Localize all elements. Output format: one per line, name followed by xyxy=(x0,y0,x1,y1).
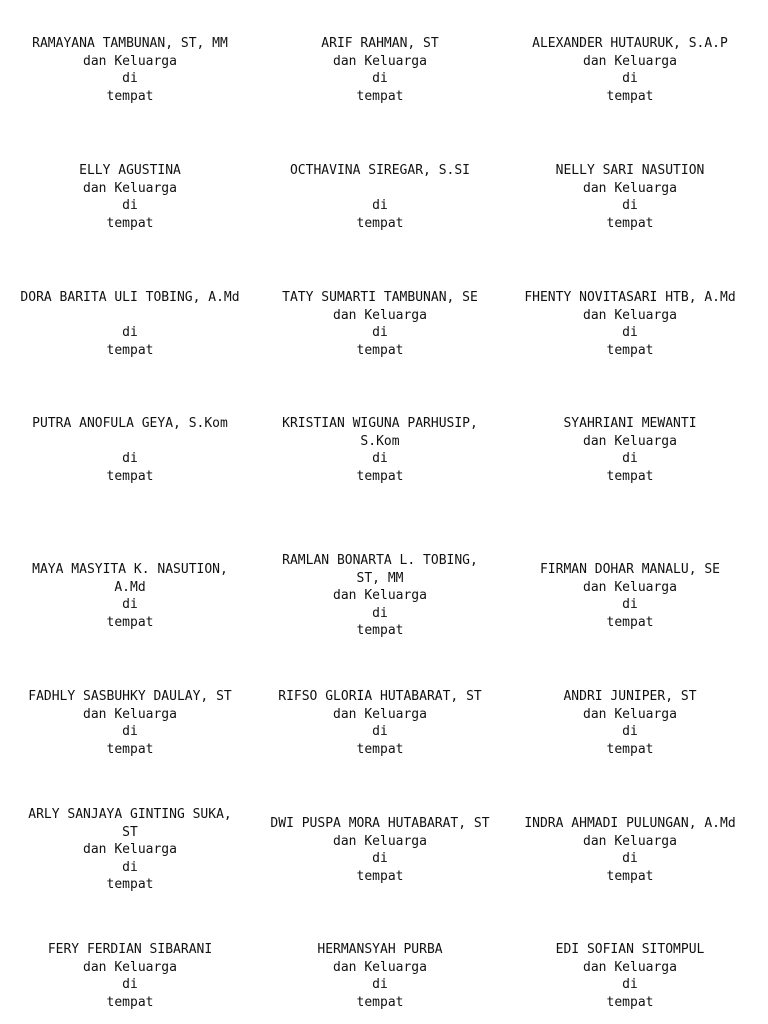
place-line: tempat xyxy=(356,88,404,104)
address-label xyxy=(255,688,505,758)
family-line: dan Keluarga xyxy=(583,959,677,975)
address-label xyxy=(505,688,755,758)
di-line: di xyxy=(122,859,138,875)
family-line xyxy=(5,307,255,325)
address-label xyxy=(505,162,755,232)
place-line: tempat xyxy=(106,215,154,231)
address-label xyxy=(255,552,505,640)
family-line: dan Keluarga xyxy=(333,588,427,604)
place-line: tempat xyxy=(356,623,404,639)
di-line: di xyxy=(622,71,638,87)
di-line: di xyxy=(622,597,638,613)
di-line: di xyxy=(122,977,138,993)
recipient-name: FERY FERDIAN SIBARANI xyxy=(47,942,213,957)
place-line: tempat xyxy=(106,741,154,757)
address-label xyxy=(505,941,755,1011)
di-line: di xyxy=(122,451,138,467)
di-line: di xyxy=(372,451,388,467)
recipient-name: ANDRI JUNIPER, ST xyxy=(563,689,697,704)
place-line: tempat xyxy=(106,877,154,893)
di-line: di xyxy=(122,325,138,341)
di-line: di xyxy=(622,851,638,867)
place-line: tempat xyxy=(606,88,654,104)
recipient-name: ELLY AGUSTINA xyxy=(79,163,181,178)
place-line: tempat xyxy=(606,741,654,757)
di-line: di xyxy=(372,724,388,740)
di-line: di xyxy=(372,605,388,621)
family-line: dan Keluarga xyxy=(83,180,177,196)
address-label xyxy=(5,415,255,485)
family-line: dan Keluarga xyxy=(333,833,427,849)
family-line: dan Keluarga xyxy=(83,53,177,69)
recipient-name: ALEXANDER HUTAURUK, S.A.P xyxy=(532,36,728,51)
family-line: dan Keluarga xyxy=(333,53,427,69)
place-line: tempat xyxy=(106,342,154,358)
address-label xyxy=(255,815,505,885)
address-label xyxy=(5,561,255,631)
recipient-name: DWI PUSPA MORA HUTABARAT, ST xyxy=(270,816,490,831)
recipient-name: RAMAYANA TAMBUNAN, ST, MM xyxy=(32,36,228,51)
address-label xyxy=(255,35,505,105)
address-label xyxy=(505,815,755,885)
place-line: tempat xyxy=(106,468,154,484)
recipient-name: HERMANSYAH PURBA xyxy=(317,942,443,957)
address-label xyxy=(255,289,505,359)
family-line: dan Keluarga xyxy=(83,959,177,975)
family-line: dan Keluarga xyxy=(583,180,677,196)
place-line: tempat xyxy=(606,342,654,358)
place-line: tempat xyxy=(106,614,154,630)
di-line: di xyxy=(372,325,388,341)
recipient-name: OCTHAVINA SIREGAR, S.SI xyxy=(289,163,470,178)
recipient-name: TATY SUMARTI TAMBUNAN, SE xyxy=(282,290,478,305)
di-line: di xyxy=(622,451,638,467)
address-label xyxy=(5,806,255,894)
address-label xyxy=(5,289,255,359)
address-label xyxy=(5,688,255,758)
recipient-name: FHENTY NOVITASARI HTB, A.Md xyxy=(524,290,736,305)
address-label xyxy=(5,35,255,105)
recipient-name: DORA BARITA ULI TOBING, A.Md xyxy=(20,290,240,305)
recipient-name: FIRMAN DOHAR MANALU, SE xyxy=(539,562,720,577)
recipient-name: RAMLAN BONARTA L. TOBING, ST, MM xyxy=(282,553,478,586)
family-line: dan Keluarga xyxy=(583,706,677,722)
place-line: tempat xyxy=(356,215,404,231)
di-line: di xyxy=(372,71,388,87)
address-label xyxy=(255,415,505,485)
recipient-name: NELLY SARI NASUTION xyxy=(555,163,705,178)
di-line: di xyxy=(122,71,138,87)
place-line: tempat xyxy=(606,468,654,484)
family-line: dan Keluarga xyxy=(583,833,677,849)
recipient-name: RIFSO GLORIA HUTABARAT, ST xyxy=(278,689,482,704)
place-line: tempat xyxy=(606,868,654,884)
family-line: dan Keluarga xyxy=(583,307,677,323)
recipient-name: MAYA MASYITA K. NASUTION, A.Md xyxy=(32,562,228,595)
place-line: tempat xyxy=(606,215,654,231)
family-line: dan Keluarga xyxy=(83,842,177,858)
recipient-name: EDI SOFIAN SITOMPUL xyxy=(555,942,705,957)
di-line: di xyxy=(622,325,638,341)
recipient-name: ARLY SANJAYA GINTING SUKA, ST xyxy=(28,807,232,840)
di-line: di xyxy=(622,977,638,993)
place-line: tempat xyxy=(356,741,404,757)
di-line: di xyxy=(122,597,138,613)
recipient-name: PUTRA ANOFULA GEYA, S.Kom xyxy=(32,416,228,431)
address-label xyxy=(255,162,505,232)
place-line: tempat xyxy=(356,342,404,358)
recipient-name: SYAHRIANI MEWANTI xyxy=(563,416,697,431)
recipient-name: KRISTIAN WIGUNA PARHUSIP, S.Kom xyxy=(282,416,478,449)
family-line: dan Keluarga xyxy=(583,579,677,595)
address-label xyxy=(505,289,755,359)
address-label xyxy=(5,941,255,1011)
di-line: di xyxy=(622,198,638,214)
family-line: dan Keluarga xyxy=(583,53,677,69)
di-line: di xyxy=(372,198,388,214)
family-line xyxy=(255,180,505,198)
di-line: di xyxy=(372,977,388,993)
place-line: tempat xyxy=(106,88,154,104)
address-label xyxy=(505,35,755,105)
di-line: di xyxy=(122,198,138,214)
address-label xyxy=(255,941,505,1011)
family-line: dan Keluarga xyxy=(83,706,177,722)
family-line: dan Keluarga xyxy=(333,307,427,323)
place-line: tempat xyxy=(356,994,404,1010)
di-line: di xyxy=(372,851,388,867)
family-line: dan Keluarga xyxy=(333,959,427,975)
place-line: tempat xyxy=(356,868,404,884)
place-line: tempat xyxy=(356,468,404,484)
place-line: tempat xyxy=(606,994,654,1010)
address-label xyxy=(5,162,255,232)
address-label xyxy=(505,415,755,485)
family-line: dan Keluarga xyxy=(583,433,677,449)
place-line: tempat xyxy=(106,994,154,1010)
recipient-name: INDRA AHMADI PULUNGAN, A.Md xyxy=(524,816,736,831)
recipient-name: FADHLY SASBUHKY DAULAY, ST xyxy=(28,689,232,704)
di-line: di xyxy=(622,724,638,740)
di-line: di xyxy=(122,724,138,740)
address-label xyxy=(505,561,755,631)
place-line: tempat xyxy=(606,614,654,630)
family-line: dan Keluarga xyxy=(333,706,427,722)
family-line xyxy=(5,433,255,451)
recipient-name: ARIF RAHMAN, ST xyxy=(321,36,439,51)
